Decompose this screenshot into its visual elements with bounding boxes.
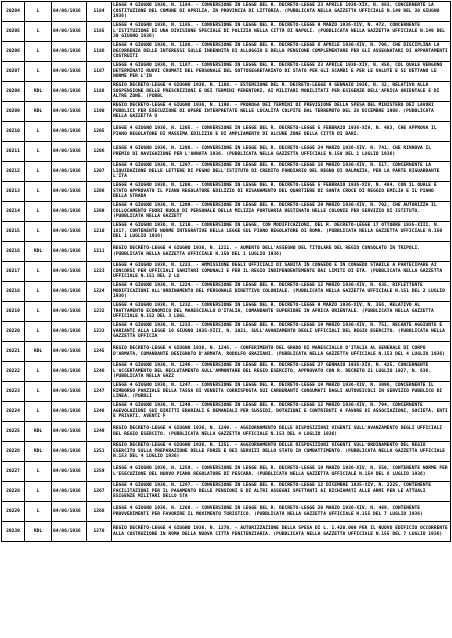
record-id-cell: 20215 (2, 222, 25, 242)
table-body (2, 2, 451, 542)
act-date-cell: 04/06/1936 (52, 182, 87, 202)
table-row (2, 202, 451, 222)
table-row (2, 522, 451, 542)
act-date-cell: 04/06/1936 (52, 282, 87, 302)
act-date-cell: 04/06/1936 (52, 482, 87, 502)
act-type-cell: RDL (25, 522, 52, 542)
table-row (2, 422, 451, 442)
record-id-cell: 20223 (2, 382, 25, 402)
act-type-cell: L (25, 182, 52, 202)
table-row (2, 462, 451, 482)
act-description-cell: LEGGE 4 GIUGNO 1936, N. 1184. - CONVERSIONE IN LEGGE DEL R. DECRETO-LEGGE 23 APRILE 1936-XIV, N. 883, CONCERNENTE LA COSTITUZIONE DEL COMUNE DI APRILIA, IN PROVINCIA DI LITTORIA. (PUBBLICATA NELLA GAZZETTA UFFICIALE N.149 DEL 30 GIUGNO 1936) (112, 2, 451, 22)
act-number-cell: 1185 (87, 22, 112, 42)
record-id-cell: 20219 (2, 302, 25, 322)
act-date-cell: 04/06/1936 (52, 42, 87, 62)
table-row (2, 502, 451, 522)
record-id-cell: 20216 (2, 242, 25, 262)
act-type-cell: L (25, 462, 52, 482)
act-description-cell: REGIO DECRETO-LEGGE 4 GIUGNO 1936, N. 1245. - CONFERIMENTO DEL GRADO DI MARESCIALLO D'ITALIA AL GENERALE DI CORPO D'ARMATA, COMANDANTE DESIGNATO D'ARMATA, RODOLFO GRAZIANI. (PUBBLICATA NELLA GAZZETTA UFFICIALE N.153 DEL 4 LUGLIO 1936) (112, 342, 451, 362)
table-row (2, 482, 451, 502)
act-type-cell: L (25, 402, 52, 422)
act-date-cell: 04/06/1936 (52, 222, 87, 242)
table-row (2, 342, 451, 362)
table-row (2, 402, 451, 422)
act-date-cell: 04/06/1936 (52, 2, 87, 22)
record-id-cell: 20222 (2, 362, 25, 382)
act-description-cell: LEGGE 4 GIUGNO 1936, N. 1210. - CONVERSIONE IN LEGGE, CON MODIFICAZIONI, DEL R. DECRETO-LEGGE 17 OTTOBRE 1935-XIII, N. 1817, CONTENENTE NORME INTEGRATIVE DELLA LEGGE SUL PIANO REGOLATORE DI ROMA. (PUBBLICATA NELLA GAZZETTA UFFICIALE N.150 DEL 1 LUGLIO 1936) (112, 222, 451, 242)
act-number-cell: 1186 (87, 42, 112, 62)
act-number-cell: 1248 (87, 402, 112, 422)
act-description-cell: LEGGE 4 GIUGNO 1936, N. 1206. - CONVERSIONE IN LEGGE DEL R. DECRETO-LEGGE 24 MARZO 1936-XIV, N. 741, CHE RINNOVA IL PREMIO DI NAVIGAZIONE PER L'ANNATA 1936. (PUBBLICATA NELLA GAZZETTA UFFICIALE N.150 DEL 1 LUGLIO 1936) (112, 142, 451, 162)
act-type-cell: RDL (25, 422, 52, 442)
record-id-cell: 20210 (2, 122, 25, 142)
act-type-cell: L (25, 302, 52, 322)
act-type-cell: RDL (25, 442, 52, 462)
act-type-cell: L (25, 482, 52, 502)
act-date-cell: 04/06/1936 (52, 162, 87, 182)
act-description-cell: LEGGE 4 GIUGNO 1936, N. 1246. - CONVERSIONE IN LEGGE DEL R. DECRETO-LEGGE 27 GENNAIO 1936-XIV, N. 425, CONCERNENTE L'ACCERTAMENTO DEL RECLUTAMENTO SULL'AMMONTARE DEL REGIO ESERCITO, APPROVATO CON R. DECRETO 21 LUGLIO 1927, N. 636. (PUBBLICATA NELLA GAZZ (112, 362, 451, 382)
table-row (2, 122, 451, 142)
act-number-cell: 1188 (87, 82, 112, 102)
act-description-cell: LEGGE 4 GIUGNO 1936, N. 1187. - CONVERSIONE IN LEGGE DEL R. DECRETO-LEGGE 23 APRILE 1936-XIV, N. 856, COL QUALE VENGONO DETERMINATI NUOVI CROMATI DEL PERSONALE DEL SOTTOSEGRETARIATO DI STATO PER GLI SCAMBI E PER LE VALUTE E SI DETTANO LE NORME PER L'IN (112, 62, 451, 82)
record-id-cell: 20213 (2, 182, 25, 202)
act-description-cell: LEGGE 4 GIUGNO 1936, N. 1248. - CONVERSIONE IN LEGGE DEL R. DECRETO-LEGGE 12 MARZO 1936-XIV, N. 794, CONCERNENTE AGEVOLAZIONI SUI DIRITTI ERARIALI E DEMANIALI PER SUSSIDI, DOTAZIONI E CONTRIBUTI A FAVORE DI ASSOCIAZIONI, SOCIETÀ, ENTI E PRIVATI, AVENTI F (112, 402, 451, 422)
record-id-cell: 20229 (2, 502, 25, 522)
table-row (2, 382, 451, 402)
act-date-cell: 04/06/1936 (52, 142, 87, 162)
table-row (2, 242, 451, 262)
act-description-cell: LEGGE 4 GIUGNO 1936, N. 1208. - CONVERSIONE IN LEGGE DEL R. DECRETO-LEGGE 5 FEBBRAIO 1936-XIV, N. 484, CON IL QUALE È STATO APPROVATO IL PIANO REGOLATORE EDILIZIO DI RISANAMENTO DEL QUARTIERE DI SANTA CROCE DI REGGIO EMILIA E IL PIANO DELLA STRADA (112, 182, 451, 202)
act-number-cell: 1246 (87, 362, 112, 382)
record-id-cell: 20211 (2, 142, 25, 162)
act-date-cell: 04/06/1936 (52, 122, 87, 142)
table-row (2, 222, 451, 242)
act-date-cell: 04/06/1936 (52, 462, 87, 482)
act-type-cell: RDL (25, 342, 52, 362)
record-id-cell: 20220 (2, 322, 25, 342)
record-id-cell: 20205 (2, 22, 25, 42)
act-type-cell: L (25, 222, 52, 242)
table-row (2, 42, 451, 62)
act-type-cell: RDL (25, 242, 52, 262)
act-type-cell: L (25, 282, 52, 302)
table-row (2, 2, 451, 22)
act-description-cell: LEGGE 4 GIUGNO 1936, N. 1233. - CONVERSIONE IN LEGGE DEL R. DECRETO-LEGGE 19 MARZO 1936-XIV, N. 751, RECANTE AGGIUNTE E VARIANTI ALLA LEGGE 16 GIUGNO 1935-XIII, N. 1021, SULL'AVANZAMENTO DEGLI UFFICIALI DEL REGIO ESERCITO. (PUBBLICATA NELLA GAZZETTA UFFICIA (112, 322, 451, 342)
act-description-cell: LEGGE 4 GIUGNO 1936, N. 1259. - CONVERSIONE IN LEGGE DEL R. DECRETO-LEGGE 19 MARZO 1936-XIV, N. 550, CONTENENTE NORME PER L'ESECUZIONE DEL NUOVO PIANO REGOLATORE DI PESCARA. (PUBBLICATA NELLA GAZZETTA UFFICIALE N.154 DEL 6 LUGLIO 1936) (112, 462, 451, 482)
act-number-cell: 1211 (87, 242, 112, 262)
act-date-cell: 04/06/1936 (52, 322, 87, 342)
record-id-cell: 20214 (2, 202, 25, 222)
act-type-cell: L (25, 22, 52, 42)
record-id-cell: 20225 (2, 422, 25, 442)
act-description-cell: LEGGE 4 GIUGNO 1936, N. 1205. - CONVERSIONE IN LEGGE DEL R. DECRETO-LEGGE 5 FEBBRAIO 1936-XIV, N. 483, CHE APPROVA IL PIANO REGOLATORE DI MASSIMA EDILIZIO E DI AMPLIAMENTO DI ALCUNE ZONE DELLA CITTÀ DI BARI. (112, 122, 451, 142)
act-description-cell: REGIO DECRETO-LEGGE 4 GIUGNO 1936, N. 1270. - AUTORIZZAZIONE DELLA SPESA DI L. 1.420.000 PER IL NUOVO EDIFICIO OCCORRENTE ALLA COSTRUZIONE IN ROMA DELLA NUOVA CITTÀ PENITENZIARIA. (PUBBLICATA NELLA GAZZETTA UFFICIALE N.155 DEL 7 LUGLIO 1936) (112, 522, 451, 542)
record-id-cell: 20209 (2, 102, 25, 122)
act-description-cell: REGIO DECRETO-LEGGE 4 GIUGNO 1936, N. 1211. - AUMENTO DELL'ASSEGNO DEL TITOLARE DEL REGIO CONSOLATO IN TRIPOLI. (PUBBLICATA NELLA GAZZETTA UFFICIALE N.150 DEL 1 LUGLIO 1936) (112, 242, 451, 262)
table-row (2, 102, 451, 122)
record-id-cell: 20218 (2, 282, 25, 302)
act-number-cell: 1224 (87, 282, 112, 302)
record-id-cell: 20217 (2, 262, 25, 282)
act-description-cell: LEGGE 4 GIUGNO 1936, N. 1223. - AMMISSIONE DEGLI UFFICIALI DI SANITÀ IN CONGEDO E IN CONGEDO STABILE A PARTECIPARE AI CONCORSI PER UFFICIALI SANITARI COMUNALI E PER IL REGIO INDIPENDENTEMENTE DAI LIMITI DI ETÀ. (PUBBLICATA NELLA GAZZETTA UFFICIALE N.151 DEL 2 LU (112, 262, 451, 282)
record-id-cell: 20212 (2, 162, 25, 182)
act-number-cell: 1205 (87, 122, 112, 142)
act-date-cell: 04/06/1936 (52, 342, 87, 362)
legislation-index-sheet (1, 1, 451, 542)
act-number-cell: 1223 (87, 262, 112, 282)
act-type-cell: L (25, 142, 52, 162)
record-id-cell: 20208 (2, 82, 25, 102)
table-row (2, 182, 451, 202)
act-description-cell: LEGGE 4 GIUGNO 1936, N. 1267. - CONVERSIONE IN LEGGE DEL R. DECRETO-LEGGE 12 DICEMBRE 1935-XIV, N. 2225, CONTENENTE FACILITAZIONI PER IL PAGAMENTO DELLE PENSIONI E DI ALTRI ASSEGNI SPETTANTI AI RICHIAMATI ALLE ARMI PER LE ATTUALI ESIGENZE MILITARI DELLO STA (112, 482, 451, 502)
act-description-cell: LEGGE 4 GIUGNO 1936, N. 1224. - CONVERSIONE IN LEGGE DEL R. DECRETO-LEGGE 12 MARZO 1936-XIV, N. 635, RIFLETTENTE MODIFICAZIONI ALL'ORDINAMENTO DEL PERSONALE DIRETTIVO COLONIALE. (PUBBLICATA NELLA GAZZETTA UFFICIALE N.151 DEL 2 LUGLIO 1936) (112, 282, 451, 302)
act-number-cell: 1247 (87, 382, 112, 402)
legislation-table (1, 1, 451, 542)
act-number-cell: 1251 (87, 442, 112, 462)
act-number-cell: 1267 (87, 482, 112, 502)
record-id-cell: 20224 (2, 402, 25, 422)
table-row (2, 362, 451, 382)
table-row (2, 282, 451, 302)
act-type-cell: L (25, 162, 52, 182)
act-date-cell: 04/06/1936 (52, 102, 87, 122)
act-number-cell: 1233 (87, 322, 112, 342)
record-id-cell: 20228 (2, 482, 25, 502)
act-description-cell: REGIO DECRETO-LEGGE 4 GIUGNO 1936, N. 1190. - PROROGA DEI TERMINI DI PREVISIONE DELLA SPESA DEL MINISTERO DEI LAVORI PUBBLICI PER ESECUZIONE DI OPERE INTERPRETATE NELLE LOCALITÀ COLPITE DAL TERREMOTO DEL 28 DICEMBRE 1908. (PUBBLICATA NELLA GAZZETTA U (112, 102, 451, 122)
table-row (2, 442, 451, 462)
act-description-cell: LEGGE 4 GIUGNO 1936, N. 1185. - CONVERSIONE IN LEGGE DEL R. DECRETO-LEGGE 9 MARZO 1936-XIV, N. 472, CONCERNENTE L'ISTITUZIONE DI UNA DIVISIONE SPECIALE DI POLIZIA NELLA CITTÀ DI NAPOLI. (PUBBLICATA NELLA GAZZETTA UFFICIALE N.149 DEL 30 GIUGNO 1936) (112, 22, 451, 42)
record-id-cell: 20221 (2, 342, 25, 362)
act-description-cell: REGIO DECRETO-LEGGE 4 GIUGNO 1936, N. 1251. - AGGIORNAMENTO DELLE DISPOSIZIONI VIGENTI SULL'ORDINAMENTO DEL REGIO ESERCITO SULLA PREPARAZIONE DELLE FORZE E DEI SERVIZI DELLO STATO IN COMBATTIMENTO. (PUBBLICATA NELLA GAZZETTA UFFICIALE N.153 DEL 4 LUGLIO 1936) (112, 442, 451, 462)
act-type-cell: L (25, 262, 52, 282)
act-number-cell: 1190 (87, 102, 112, 122)
act-type-cell: L (25, 62, 52, 82)
record-id-cell: 20206 (2, 42, 25, 62)
record-id-cell: 20227 (2, 462, 25, 482)
act-number-cell: 1207 (87, 162, 112, 182)
act-date-cell: 04/06/1936 (52, 262, 87, 282)
act-description-cell: REGIO DECRETO-LEGGE 4 GIUGNO 1936, N. 1188. - ESTENSIONE DEL R. DECRETO-LEGGE 9 GENNAIO 1936, N. 32, RELATIVO ALLA SOSPENSIONE DELLE PRESCRIZIONI E DEI TERMINI PERENTORI, AI MILITARI MOBILITATI PER ESIGENZE DELL'AFRICA ORIENTALE E DI ALTRE ZONE. (PUBBL (112, 82, 451, 102)
act-date-cell: 04/06/1936 (52, 442, 87, 462)
act-number-cell: 1268 (87, 502, 112, 522)
act-date-cell: 04/06/1936 (52, 362, 87, 382)
table-row (2, 142, 451, 162)
act-type-cell: L (25, 2, 52, 22)
act-type-cell: L (25, 362, 52, 382)
table-row (2, 302, 451, 322)
act-number-cell: 1209 (87, 202, 112, 222)
table-row (2, 82, 451, 102)
act-type-cell: L (25, 322, 52, 342)
act-number-cell: 1259 (87, 462, 112, 482)
act-number-cell: 1249 (87, 422, 112, 442)
record-id-cell: 20207 (2, 62, 25, 82)
act-number-cell: 1270 (87, 522, 112, 542)
act-type-cell: L (25, 202, 52, 222)
act-type-cell: L (25, 42, 52, 62)
act-description-cell: LEGGE 4 GIUGNO 1936, N. 1207. - CONVERSIONE IN LEGGE DEL R. DECRETO-LEGGE 16 MARZO 1936-XIV, N. 517, CONCERNENTE LA LIQUIDAZIONE DELLE LETTERE DI PEGNO DELL'ISTITUTO DI CREDITO FONDIARIO DEL REGNO DI DALMAZIA, PER LA PARTE RIGUARDANTE L'ITA (112, 162, 451, 182)
act-date-cell: 04/06/1936 (52, 522, 87, 542)
act-date-cell: 04/06/1936 (52, 302, 87, 322)
act-type-cell: L (25, 382, 52, 402)
act-date-cell: 04/06/1936 (52, 202, 87, 222)
act-date-cell: 04/06/1936 (52, 22, 87, 42)
act-number-cell: 1206 (87, 142, 112, 162)
act-description-cell: LEGGE 4 GIUGNO 1936, N. 1186. - CONVERSIONE IN LEGGE DEL R. DECRETO-LEGGE 6 APRILE 1936-XIV, N. 706, CHE DISCIPLINA LA DECORRENZA DELLE INTERESSI SULLE INDENNITÀ DI ALLOGGIO E DELLA PENSIONE COMPLEMENTARE PER GLI ASSEGNATARI DI APPARTAMENTI COSTRUITI (112, 42, 451, 62)
act-description-cell: REGIO DECRETO-LEGGE 4 GIUGNO 1936, N. 1249. - AGGIORNAMENTO DELLE DISPOSIZIONI VIGENTI SULL'AVANZAMENTO DEGLI UFFICIALI DEL REGIO ESERCITO. (PUBBLICATA NELLA GAZZETTA UFFICIALE N.153 DEL 4 LUGLIO 1936) (112, 422, 451, 442)
table-row (2, 262, 451, 282)
act-number-cell: 1184 (87, 2, 112, 22)
act-number-cell: 1187 (87, 62, 112, 82)
act-description-cell: LEGGE 4 GIUGNO 1936, N. 1209. - CONVERSIONE IN LEGGE DEL R. DECRETO-LEGGE 20 MARZO 1936-XIV, N. 702, CHE AUTORIZZA IL COLLOCAMENTO FUORI RUOLO DI PERSONALE DELLA MILIZIA PORTUARIA DESTINATO NELLE COLONIE PER SERVIZIO DI ISTITUTO. (PUBBLICATA NELLA GAZZETT (112, 202, 451, 222)
act-description-cell: LEGGE 4 GIUGNO 1936, N. 1268. - CONVERSIONE IN LEGGE DEL R. DECRETO-LEGGE 20 MARZO 1936-XIV, N. 489, CONTENENTE PROVVEDIMENTI PER FAVORIRE IL MOVIMENTO TURISTICO. (PUBBLICATA NELLA GAZZETTA UFFICIALE N.155 DEL 7 LUGLIO 1936) (112, 502, 451, 522)
act-date-cell: 04/06/1936 (52, 242, 87, 262)
table-row (2, 62, 451, 82)
table-row (2, 162, 451, 182)
act-date-cell: 04/06/1936 (52, 382, 87, 402)
act-type-cell: L (25, 122, 52, 142)
act-number-cell: 1232 (87, 302, 112, 322)
act-date-cell: 04/06/1936 (52, 402, 87, 422)
act-type-cell: RDL (25, 102, 52, 122)
act-date-cell: 04/06/1936 (52, 62, 87, 82)
act-number-cell: 1245 (87, 342, 112, 362)
table-row (2, 22, 451, 42)
act-type-cell: L (25, 502, 52, 522)
act-date-cell: 04/06/1936 (52, 502, 87, 522)
act-number-cell: 1208 (87, 182, 112, 202)
act-date-cell: 04/06/1936 (52, 82, 87, 102)
act-description-cell: LEGGE 4 GIUGNO 1936, N. 1247. - CONVERSIONE IN LEGGE DEL R. DECRETO-LEGGE 19 MARZO 1936-XIV, N. 3096, CONCERNENTE IL RIMBORSO PARZIALE DELLA TASSA DI VENDITA CORRISPOSTA SUI CARBURANTI CONSUMATI DAGLI AUTOVEICOLI IN SERVIZIO PUBBLICO DI LINEA. (PUBBLI (112, 382, 451, 402)
act-number-cell: 1210 (87, 222, 112, 242)
act-description-cell: LEGGE 4 GIUGNO 1936, N. 1232. - CONVERSIONE IN LEGGE DEL R. DECRETO-LEGGE 9 MARZO 1936-XIV, N. 356, RELATIVO AL TRATTAMENTO ECONOMICO DEL MARESCIALLO D'ITALIA, COMANDANTE SUPERIORE IN AFRICA ORIENTALE. (PUBBLICATA NELLA GAZZETTA UFFICIALE N.152 DEL 3 LUGL (112, 302, 451, 322)
act-type-cell: RDL (25, 82, 52, 102)
table-row (2, 322, 451, 342)
act-date-cell: 04/06/1936 (52, 422, 87, 442)
record-id-cell: 20226 (2, 442, 25, 462)
record-id-cell: 20230 (2, 522, 25, 542)
record-id-cell: 20204 (2, 2, 25, 22)
